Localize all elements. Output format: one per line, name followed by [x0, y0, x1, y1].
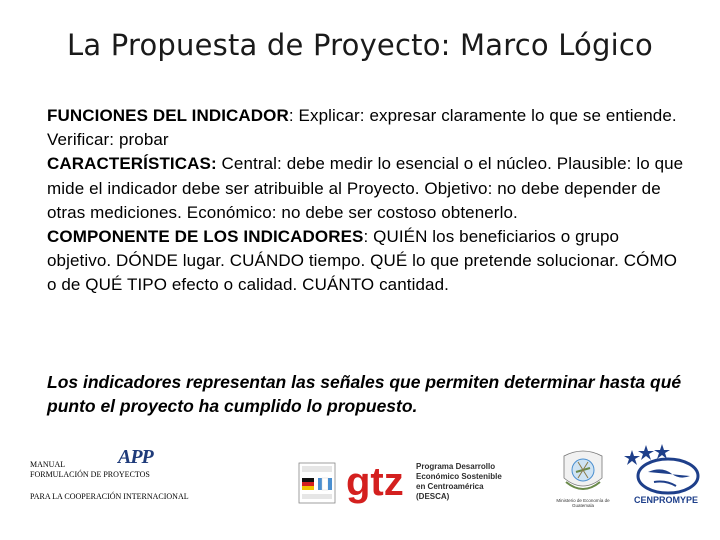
componente-text: : QUIÉN los beneficiarios o grupo objetivo. DÓNDE lugar. CUÁNDO tiempo. QUÉ lo que pretende solucionar. CÓMO o de QUÉ TIPO efecto o calidad. CUÁNTO cantidad.: [47, 227, 678, 295]
manual-line-3: PARA LA COOPERACIÓN INTERNACIONAL: [30, 492, 189, 501]
manual-line-2: FORMULACIÓN DE PROYECTOS: [30, 470, 150, 479]
desca-line-2: Económico Sostenible: [416, 472, 502, 481]
slide-title: La Propuesta de Proyecto: Marco Lógico: [67, 28, 653, 62]
gtz-wordmark: gtz: [346, 460, 404, 504]
manual-line-1: MANUAL: [30, 460, 66, 469]
desca-line-1: Programa Desarrollo: [416, 462, 496, 471]
cenpromype-logo: [620, 440, 712, 510]
desca-logo: [416, 462, 546, 502]
gtz-logo: [344, 455, 406, 505]
componente-label: COMPONENTE DE LOS INDICADORES: [47, 227, 364, 247]
conclusion-text: Los indicadores representan las señales que permiten determinar hasta qué punto el proyecto ha cumplido lo propuesto.: [47, 372, 682, 416]
manual-logo-block: [30, 446, 200, 508]
caracteristicas-text: Central: debe medir lo esencial o el núcleo. Plausible: lo que mide el indicador debe ser atribuible al Proyecto. Objetivo: no debe depender de otras mediciones. Económico: no debe ser costoso obtenerlo.: [47, 154, 684, 222]
app-logo: APP: [118, 446, 153, 468]
funciones-label: FUNCIONES DEL INDICADOR: [47, 106, 289, 125]
funciones-paragraph: [47, 104, 687, 152]
caracteristicas-paragraph: [47, 152, 687, 225]
slide-body: [47, 104, 687, 298]
cooperation-germany-guatemala-logo: [298, 462, 336, 504]
desca-line-3: en Centroamérica: [416, 482, 484, 491]
componente-paragraph: [47, 225, 687, 298]
funciones-text: : Explicar: expresar claramente lo que se entiende. Verificar: probar: [47, 106, 677, 150]
cenpromype-name: CENPROMYPE: [633, 495, 698, 505]
caracteristicas-label: CARACTERÍSTICAS:: [47, 154, 217, 174]
desca-line-4: (DESCA): [416, 492, 450, 501]
guatemala-coat-of-arms-logo: [552, 448, 614, 508]
ministry-caption: Ministerio de Economía de Guatemala: [556, 498, 610, 508]
